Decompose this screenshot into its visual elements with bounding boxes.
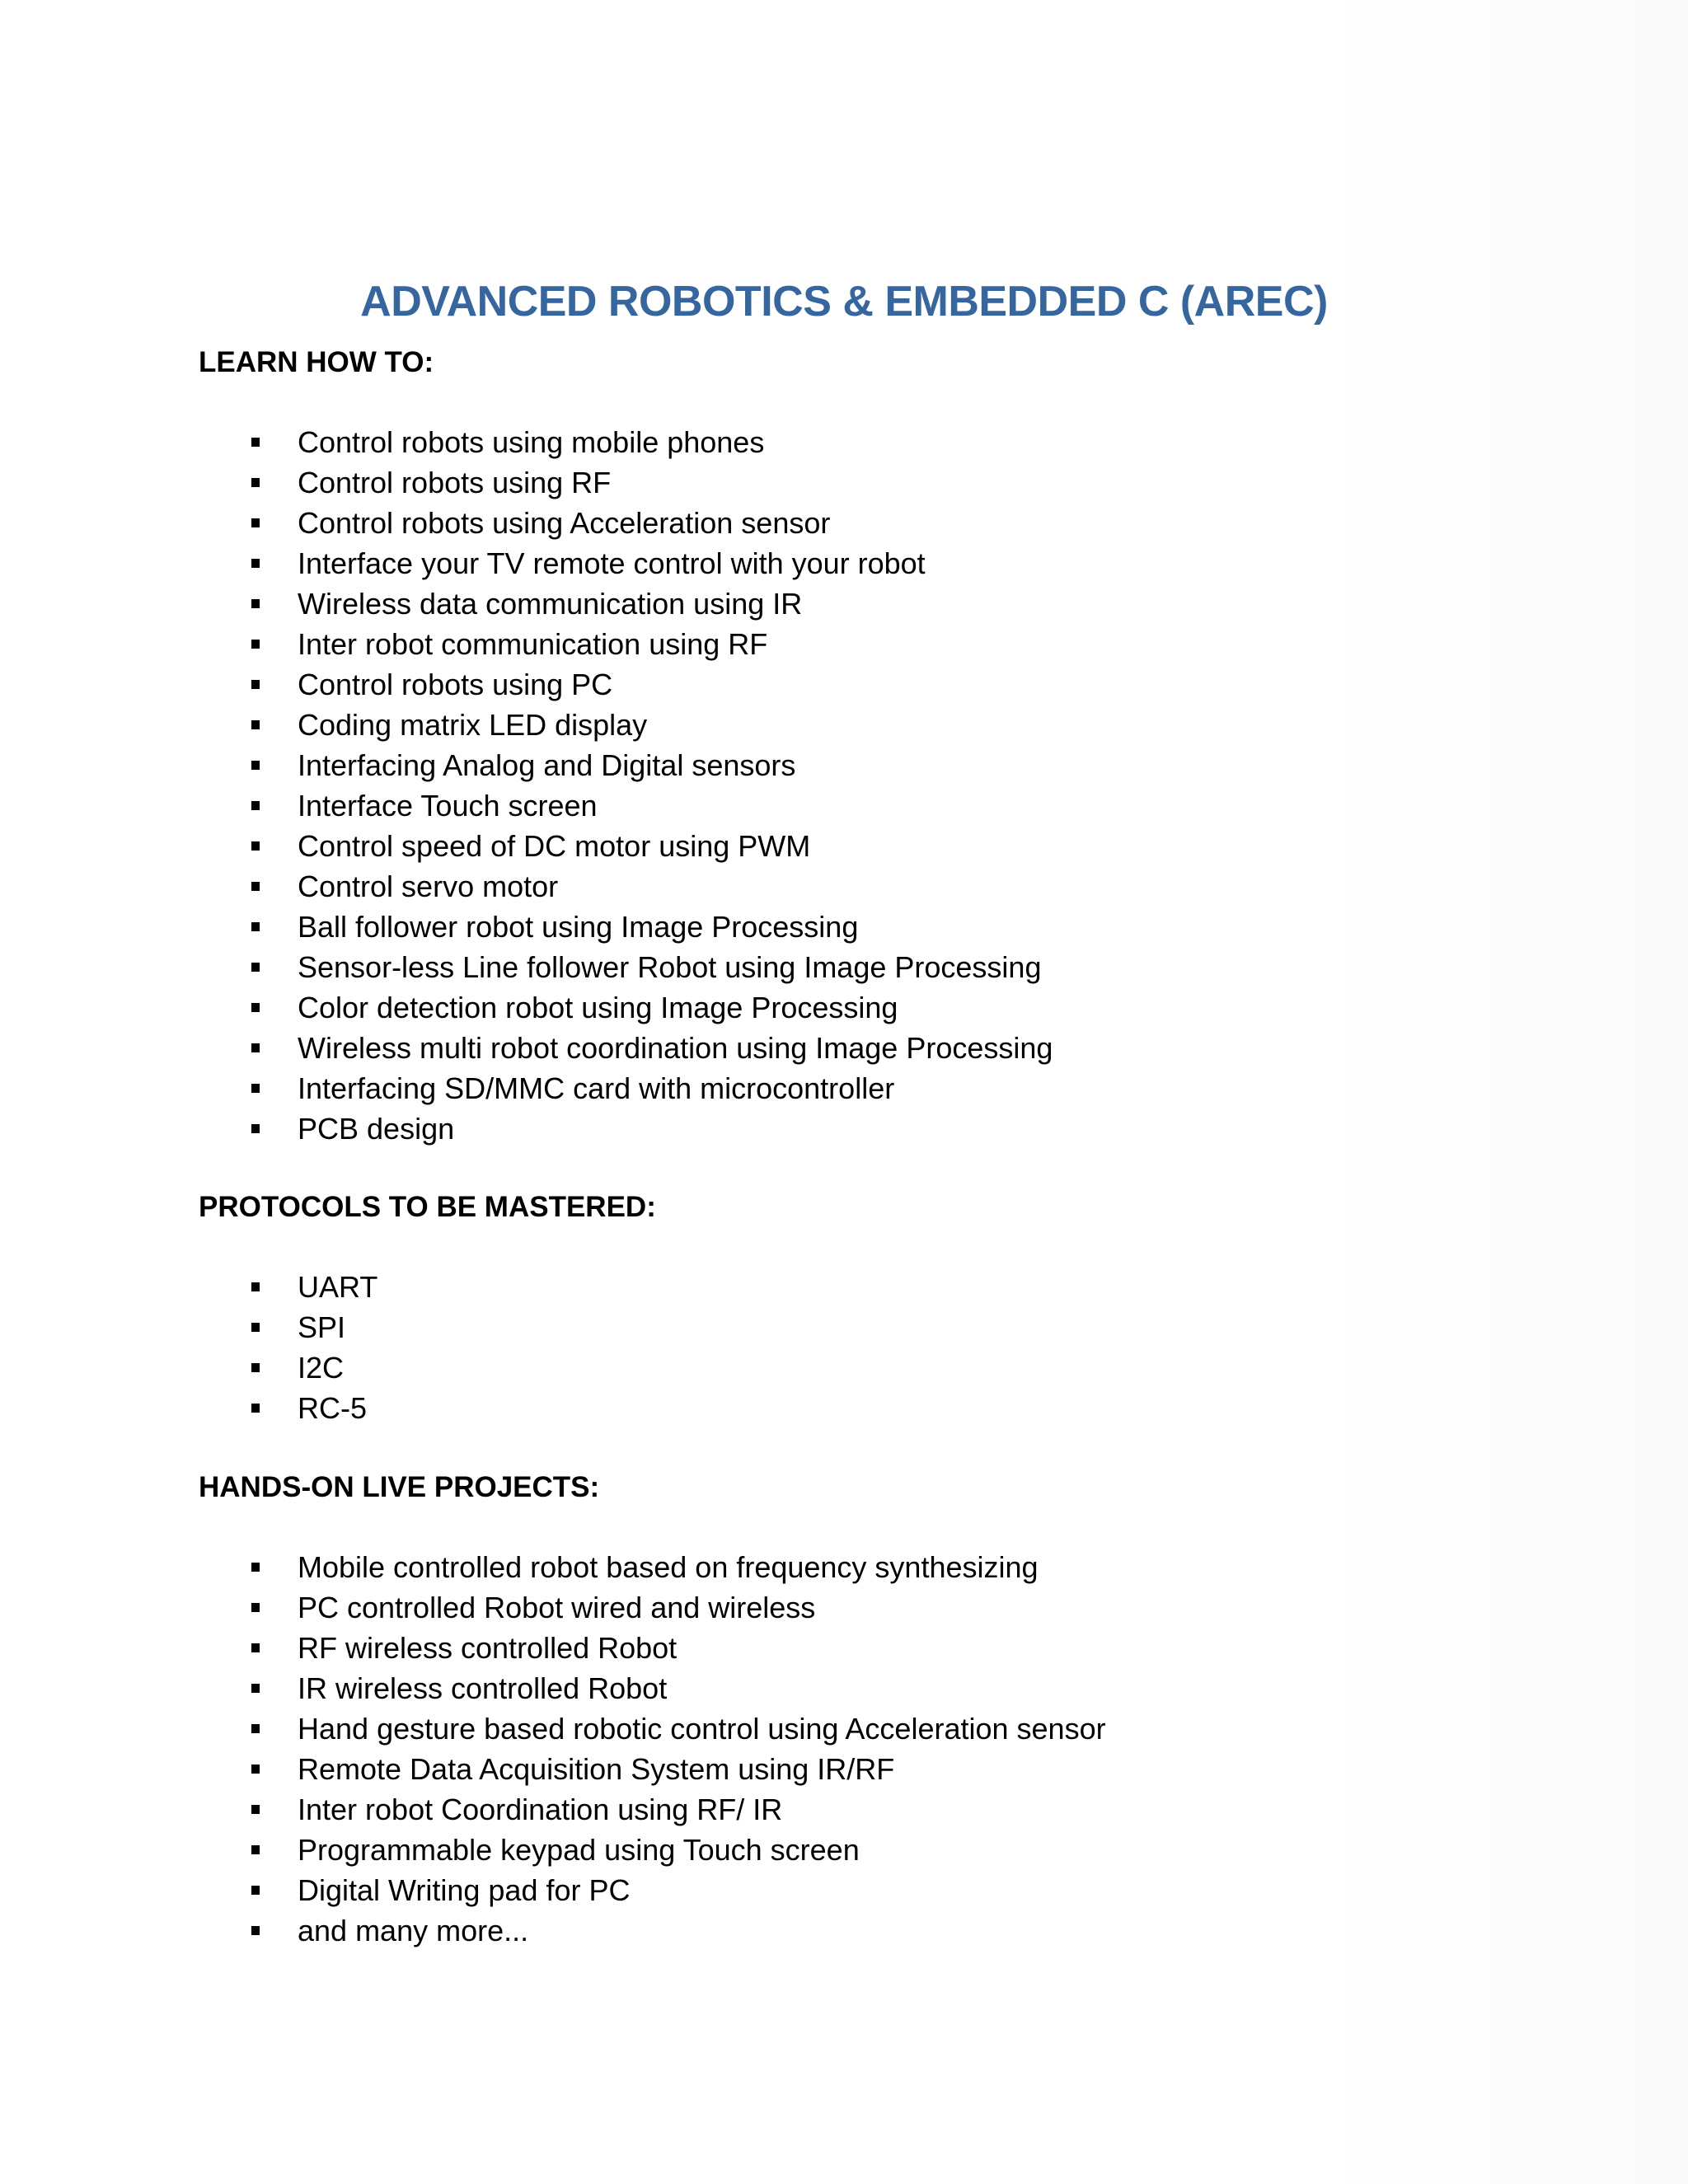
square-bullet-icon [251, 1724, 260, 1733]
list-item-text: Interface Touch screen [298, 789, 598, 823]
list-item-text: Control servo motor [298, 869, 559, 903]
list-item-text: Interfacing SD/MMC card with microcontroller [298, 1071, 895, 1105]
square-bullet-icon [251, 1563, 260, 1572]
list-item-text: Control speed of DC motor using PWM [298, 829, 811, 863]
square-bullet-icon [251, 599, 260, 608]
list-item-text: SPI [298, 1310, 346, 1344]
square-bullet-icon [251, 559, 260, 568]
square-bullet-icon [251, 841, 260, 851]
list-item-text: RF wireless controlled Robot [298, 1631, 678, 1665]
square-bullet-icon [251, 1323, 260, 1332]
list-item-text: UART [298, 1270, 378, 1304]
list-item-text: PC controlled Robot wired and wireless [298, 1591, 816, 1624]
list-item-text: Ball follower robot using Image Processing [298, 910, 859, 944]
list-item-text: I2C [298, 1351, 345, 1385]
list-item-text: Interface your TV remote control with your robot [298, 546, 926, 580]
list-item-text: Coding matrix LED display [298, 708, 648, 742]
square-bullet-icon [251, 720, 260, 729]
list-item-text: Inter robot Coordination using RF/ IR [298, 1793, 783, 1826]
section-heading: HANDS-ON LIVE PROJECTS: [199, 1471, 600, 1503]
square-bullet-icon [251, 640, 260, 649]
square-bullet-icon [251, 518, 260, 527]
square-bullet-icon [251, 1926, 260, 1935]
list-item-text: Interfacing Analog and Digital sensors [298, 748, 796, 782]
list-item-text: Control robots using RF [298, 466, 612, 499]
list-item-text: IR wireless controlled Robot [298, 1671, 668, 1705]
list-item-text: Control robots using PC [298, 668, 613, 701]
square-bullet-icon [251, 1643, 260, 1652]
list-item-text: PCB design [298, 1112, 455, 1146]
square-bullet-icon [251, 1886, 260, 1895]
square-bullet-icon [251, 922, 260, 931]
list-item-text: Color detection robot using Image Processing [298, 991, 898, 1024]
square-bullet-icon [251, 1124, 260, 1133]
list-item-text: Digital Writing pad for PC [298, 1873, 631, 1907]
square-bullet-icon [251, 882, 260, 891]
square-bullet-icon [251, 963, 260, 972]
section-heading: PROTOCOLS TO BE MASTERED: [199, 1191, 656, 1223]
square-bullet-icon [251, 761, 260, 770]
square-bullet-icon [251, 1603, 260, 1612]
list-item-text: and many more... [298, 1914, 529, 1947]
square-bullet-icon [251, 1845, 260, 1854]
square-bullet-icon [251, 680, 260, 689]
list-item-text: Control robots using mobile phones [298, 425, 765, 459]
list-item-text: Sensor-less Line follower Robot using Image Processing [298, 950, 1042, 984]
square-bullet-icon [251, 1765, 260, 1774]
list-item-text: Wireless multi robot coordination using Image Processing [298, 1031, 1053, 1065]
square-bullet-icon [251, 1043, 260, 1052]
document-title: ADVANCED ROBOTICS & EMBEDDED C (AREC) [360, 277, 1328, 326]
square-bullet-icon [251, 1084, 260, 1093]
square-bullet-icon [251, 1003, 260, 1012]
square-bullet-icon [251, 1805, 260, 1814]
list-item-text: Control robots using Acceleration sensor [298, 506, 831, 540]
square-bullet-icon [251, 1363, 260, 1372]
list-item-text: Programmable keypad using Touch screen [298, 1833, 860, 1867]
section-heading: LEARN HOW TO: [199, 346, 434, 378]
square-bullet-icon [251, 1282, 260, 1291]
square-bullet-icon [251, 438, 260, 447]
square-bullet-icon [251, 1404, 260, 1413]
square-bullet-icon [251, 1684, 260, 1693]
list-item-text: Inter robot communication using RF [298, 627, 768, 661]
list-item-text: Wireless data communication using IR [298, 587, 803, 621]
square-bullet-icon [251, 801, 260, 810]
list-item-text: Mobile controlled robot based on frequency synthesizing [298, 1550, 1039, 1584]
list-item-text: Remote Data Acquisition System using IR/RF [298, 1752, 895, 1786]
list-item-text: RC-5 [298, 1391, 368, 1425]
list-item-text: Hand gesture based robotic control using Acceleration sensor [298, 1712, 1106, 1746]
square-bullet-icon [251, 478, 260, 487]
